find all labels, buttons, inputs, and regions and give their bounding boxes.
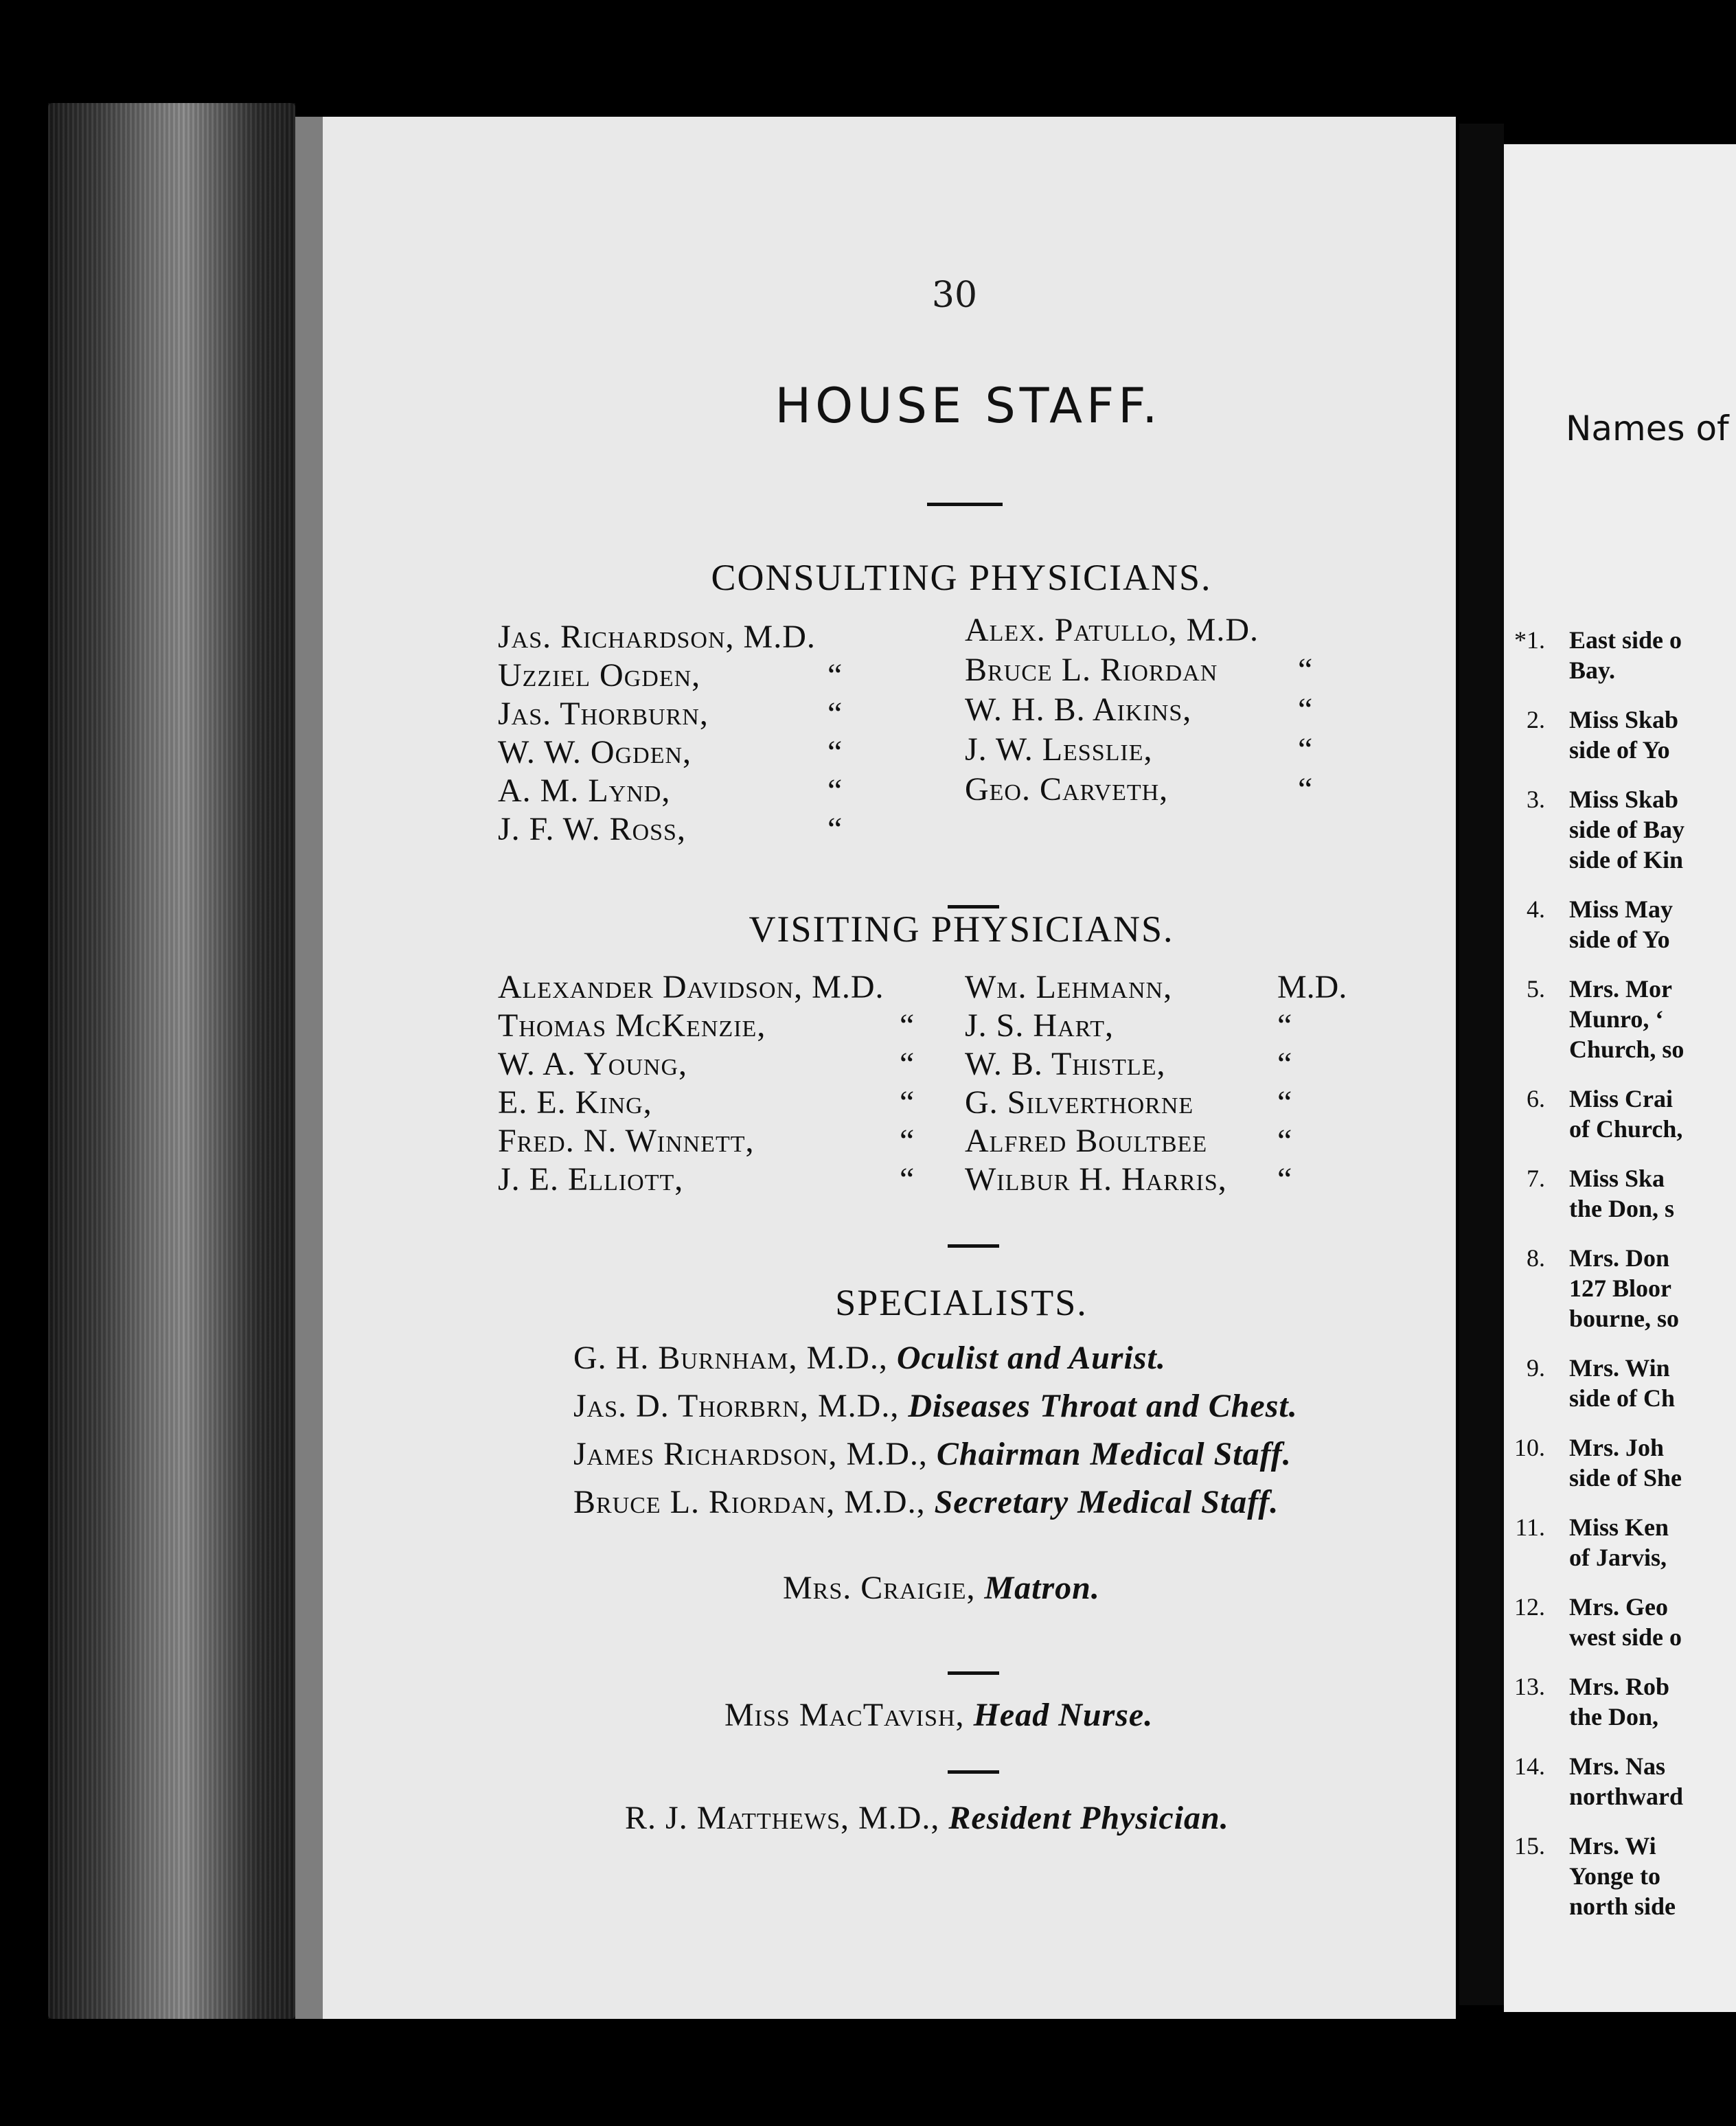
ditto-mark: “ (1277, 1046, 1292, 1082)
list-item-text: Mrs. Geo (1569, 1593, 1668, 1621)
ditto-mark: “ (1277, 1007, 1292, 1044)
list-item-number: 9. (1527, 1354, 1545, 1382)
physician-name: Bruce L. Riordan (965, 652, 1218, 688)
list-item-text: Munro, ‘ (1569, 1005, 1664, 1033)
physician-name: W. H. B. Aikins, (965, 691, 1192, 728)
page-number: 30 (931, 275, 978, 316)
list-item-number: *1. (1514, 626, 1545, 654)
list-item-text: side of She (1569, 1464, 1682, 1491)
head-nurse-role: Head Nurse. (973, 1697, 1154, 1733)
specialists-heading: SPECIALISTS. (835, 1282, 1088, 1323)
list-item-text: Bay. (1569, 656, 1616, 684)
specialist-role: Diseases Throat and Chest. (908, 1388, 1298, 1424)
list-item-text: Mrs. Mor (1569, 975, 1672, 1003)
list-item-text: Miss Crai (1569, 1085, 1673, 1112)
specialist-degree: M.D., (844, 1484, 926, 1520)
matron-line (783, 1569, 1100, 1607)
ditto-mark: “ (827, 657, 843, 694)
ditto-mark: “ (1277, 1161, 1292, 1198)
list-item-text: side of Yo (1569, 926, 1670, 953)
list-item-text: Mrs. Don (1569, 1244, 1669, 1272)
ditto-mark: “ (827, 811, 843, 847)
right-page (1504, 144, 1736, 2012)
ditto-mark: “ (827, 696, 843, 732)
ditto-mark: “ (1298, 691, 1313, 728)
ditto-mark: “ (900, 1123, 915, 1159)
list-item-text: side of Bay (1569, 816, 1685, 843)
list-item-text: of Jarvis, (1569, 1544, 1667, 1571)
list-item-number: 15. (1514, 1832, 1545, 1860)
specialist-line (573, 1339, 1166, 1377)
physician-name: W. B. Thistle, (965, 1046, 1166, 1082)
list-item-text: side of Yo (1569, 736, 1670, 764)
specialist-degree: M.D., (806, 1340, 888, 1376)
physician-name: A. M. Lynd, (498, 773, 671, 809)
list-item-text: Miss Skab (1569, 786, 1679, 813)
physician-name: Jas. Richardson, M.D. (498, 619, 816, 655)
ditto-mark: “ (1298, 731, 1313, 768)
list-item-number: 4. (1527, 895, 1545, 923)
list-item-number: 10. (1514, 1434, 1545, 1461)
list-item-text: Miss Skab (1569, 706, 1679, 733)
list-item-text: Mrs. Rob (1569, 1673, 1669, 1700)
list-item-number: 5. (1527, 975, 1545, 1003)
ditto-mark: “ (900, 1046, 915, 1082)
specialist-degree: M.D., (846, 1436, 928, 1472)
physician-name: G. Silverthorne (965, 1084, 1194, 1121)
physician-name: J. E. Elliott, (498, 1161, 684, 1198)
ditto-mark: “ (827, 734, 843, 770)
divider (948, 1244, 999, 1248)
list-item-text: Miss Ska (1569, 1165, 1665, 1192)
ditto-mark: “ (900, 1084, 915, 1121)
ditto-mark: “ (827, 773, 843, 809)
list-item-number: 12. (1514, 1593, 1545, 1621)
list-item-number: 7. (1527, 1165, 1545, 1192)
physician-name: J. F. W. Ross, (498, 811, 686, 847)
physician-name: J. S. Hart, (965, 1007, 1114, 1044)
book-page-edges (48, 103, 295, 2019)
physician-name: Fred. N. Winnett, (498, 1123, 755, 1159)
ditto-mark: M.D. (1277, 969, 1347, 1005)
specialist-role: Chairman Medical Staff. (936, 1436, 1292, 1472)
list-item-text: Yonge to (1569, 1862, 1660, 1890)
head-nurse-line (724, 1696, 1153, 1734)
physician-name: Geo. Carveth, (965, 771, 1169, 808)
physician-name: E. E. King, (498, 1084, 652, 1121)
divider (948, 1770, 999, 1774)
ditto-mark: “ (1277, 1084, 1292, 1121)
ditto-mark: “ (900, 1007, 915, 1044)
divider (948, 1671, 999, 1675)
specialist-name: Bruce L. Riordan, (573, 1484, 836, 1520)
physician-name: Alex. Patullo, M.D. (965, 612, 1259, 648)
list-item-text: of Church, (1569, 1115, 1683, 1143)
consulting-heading: CONSULTING PHYSICIANS. (711, 557, 1212, 598)
list-item-text: the Don, s (1569, 1195, 1675, 1222)
matron-name: Mrs. Craigie, (783, 1570, 976, 1606)
list-item-number: 13. (1514, 1673, 1545, 1700)
specialist-line (573, 1387, 1298, 1425)
list-item-number: 3. (1527, 786, 1545, 813)
specialist-degree: M.D., (817, 1388, 900, 1424)
physician-name: Wm. Lehmann, (965, 969, 1173, 1005)
list-item-text: bourne, so (1569, 1305, 1680, 1332)
physician-name: Alfred Boultbee (965, 1123, 1208, 1159)
head-nurse-name: Miss MacTavish, (724, 1697, 965, 1733)
book-gutter (1459, 124, 1504, 2005)
list-item-number: 14. (1514, 1752, 1545, 1780)
list-item-text: Miss Ken (1569, 1513, 1669, 1541)
physician-name: W. A. Young, (498, 1046, 688, 1082)
physician-name: Uzziel Ogden, (498, 657, 701, 694)
list-item-text: north side (1569, 1893, 1676, 1920)
specialist-name: G. H. Burnham, (573, 1340, 798, 1376)
specialist-role: Secretary Medical Staff. (934, 1484, 1279, 1520)
resident-name: R. J. Matthews, (625, 1800, 850, 1836)
physician-name: J. W. Lesslie, (965, 731, 1153, 768)
list-item-text: side of Kin (1569, 846, 1684, 873)
physician-name: W. W. Ogden, (498, 734, 692, 770)
list-item-text: west side o (1569, 1623, 1682, 1651)
list-item-number: 6. (1527, 1085, 1545, 1112)
list-item-text: the Don, (1569, 1703, 1659, 1730)
specialist-line (573, 1435, 1292, 1473)
divider (927, 503, 1003, 506)
list-item-number: 2. (1527, 706, 1545, 733)
specialist-name: Jas. D. Thorbrn, (573, 1388, 809, 1424)
visiting-heading: VISITING PHYSICIANS. (749, 908, 1174, 950)
physician-name: Wilbur H. Harris, (965, 1161, 1227, 1198)
list-item-text: East side o (1569, 626, 1682, 654)
matron-role: Matron. (984, 1570, 1100, 1606)
physician-name: Alexander Davidson, M.D. (498, 969, 884, 1005)
list-item-text: northward (1569, 1783, 1684, 1810)
list-item-text: Church, so (1569, 1036, 1684, 1063)
list-item-number: 8. (1527, 1244, 1545, 1272)
resident-line (625, 1799, 1229, 1837)
physician-name: Thomas McKenzie, (498, 1007, 766, 1044)
list-item-text: 127 Bloor (1569, 1275, 1671, 1302)
ditto-mark: “ (1298, 771, 1313, 808)
page-title: HOUSE STAFF. (775, 378, 1162, 434)
ditto-mark: “ (1298, 652, 1313, 688)
ditto-mark: “ (1277, 1123, 1292, 1159)
list-item-text: Mrs. Wi (1569, 1832, 1656, 1860)
list-item-text: Mrs. Nas (1569, 1752, 1665, 1780)
list-item-text: Miss May (1569, 895, 1673, 923)
specialist-name: James Richardson, (573, 1436, 838, 1472)
right-page-header: Names of (1566, 409, 1729, 448)
list-item-number: 11. (1515, 1513, 1545, 1541)
list-item-text: Mrs. Win (1569, 1354, 1670, 1382)
list-item-text: side of Ch (1569, 1384, 1676, 1412)
ditto-mark: “ (900, 1161, 915, 1198)
physician-name: Jas. Thorburn, (498, 696, 709, 732)
specialist-role: Oculist and Aurist. (896, 1340, 1166, 1376)
specialist-line (573, 1483, 1279, 1521)
resident-role: Resident Physician. (948, 1800, 1229, 1836)
list-item-text: Mrs. Joh (1569, 1434, 1664, 1461)
resident-degree: M.D., (858, 1800, 940, 1836)
